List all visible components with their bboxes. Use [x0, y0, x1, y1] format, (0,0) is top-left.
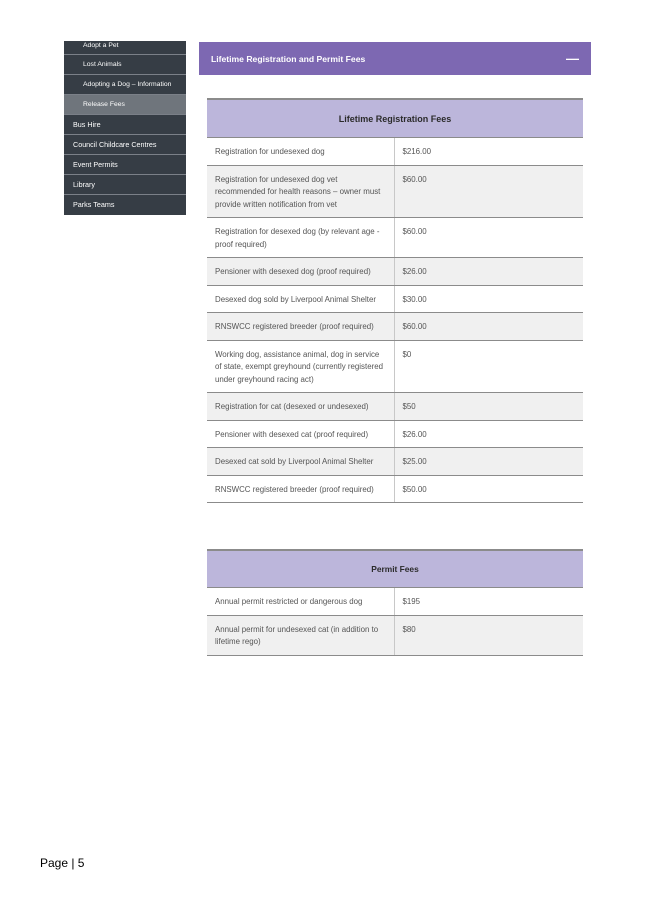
table-row — [207, 393, 583, 421]
fee-amount: $25.00 — [394, 448, 583, 476]
sidebar-item-lost-animals[interactable]: Lost Animals — [64, 55, 186, 75]
table-row — [207, 138, 583, 166]
fee-description: RNSWCC registered breeder (proof required) — [207, 475, 394, 503]
sidebar-item-bus-hire[interactable]: Bus Hire — [64, 115, 186, 135]
table-row — [207, 448, 583, 476]
table-row — [207, 588, 583, 616]
fee-amount: $60.00 — [394, 313, 583, 341]
sidebar-item-childcare-centres[interactable]: Council Childcare Centres — [64, 135, 186, 155]
fee-description: Working dog, assistance animal, dog in service of state, exempt greyhound (currently registered under greyhound racing act) — [207, 340, 394, 393]
sidebar-item-event-permits[interactable]: Event Permits — [64, 155, 186, 175]
collapse-icon[interactable]: — — [566, 51, 579, 66]
fee-amount: $30.00 — [394, 285, 583, 313]
table-row — [207, 313, 583, 341]
fee-description: Registration for desexed dog (by relevant age - proof required) — [207, 218, 394, 258]
fee-description: Desexed dog sold by Liverpool Animal Shelter — [207, 285, 394, 313]
accordion-header[interactable] — [199, 42, 591, 75]
table-row — [207, 258, 583, 286]
fee-amount: $80 — [394, 615, 583, 655]
fee-description: RNSWCC registered breeder (proof required) — [207, 313, 394, 341]
permit-fees-table — [207, 549, 583, 656]
lifetime-fees-header: Lifetime Registration Fees — [207, 99, 583, 138]
table-row — [207, 615, 583, 655]
fee-description: Registration for undesexed dog vet recommended for health reasons – owner must provide written notification from vet — [207, 165, 394, 218]
fee-description: Annual permit restricted or dangerous dog — [207, 588, 394, 616]
table-row — [207, 218, 583, 258]
table-row — [207, 475, 583, 503]
fee-amount: $60.00 — [394, 165, 583, 218]
table-row — [207, 420, 583, 448]
fee-amount: $195 — [394, 588, 583, 616]
fee-description: Registration for undesexed dog — [207, 138, 394, 166]
permit-fees-header: Permit Fees — [207, 550, 583, 588]
fee-amount: $60.00 — [394, 218, 583, 258]
fee-description: Desexed cat sold by Liverpool Animal Shelter — [207, 448, 394, 476]
sidebar-item-adopting-a-dog[interactable]: Adopting a Dog – Information — [64, 75, 186, 95]
sidebar-item-adopt-a-pet[interactable]: Adopt a Pet — [64, 41, 186, 55]
fee-amount: $26.00 — [394, 258, 583, 286]
table-row — [207, 165, 583, 218]
table-row — [207, 285, 583, 313]
fee-description: Registration for cat (desexed or undesexed) — [207, 393, 394, 421]
page-number: Page | 5 — [40, 856, 85, 870]
fee-amount: $216.00 — [394, 138, 583, 166]
fee-description: Pensioner with desexed dog (proof required) — [207, 258, 394, 286]
sidebar-item-library[interactable]: Library — [64, 175, 186, 195]
sidebar-item-release-fees[interactable]: Release Fees — [64, 95, 186, 115]
lifetime-fees-table — [207, 98, 583, 503]
sidebar-item-parks-teams[interactable]: Parks Teams — [73, 200, 115, 209]
fee-description: Annual permit for undesexed cat (in addition to lifetime rego) — [207, 615, 394, 655]
accordion-title: Lifetime Registration and Permit Fees — [211, 53, 366, 64]
table-row — [207, 340, 583, 393]
fee-amount: $50 — [394, 393, 583, 421]
fee-amount: $26.00 — [394, 420, 583, 448]
sidebar-nav — [64, 41, 186, 215]
fee-amount: $50.00 — [394, 475, 583, 503]
fee-description: Pensioner with desexed cat (proof required) — [207, 420, 394, 448]
fee-amount: $0 — [394, 340, 583, 393]
